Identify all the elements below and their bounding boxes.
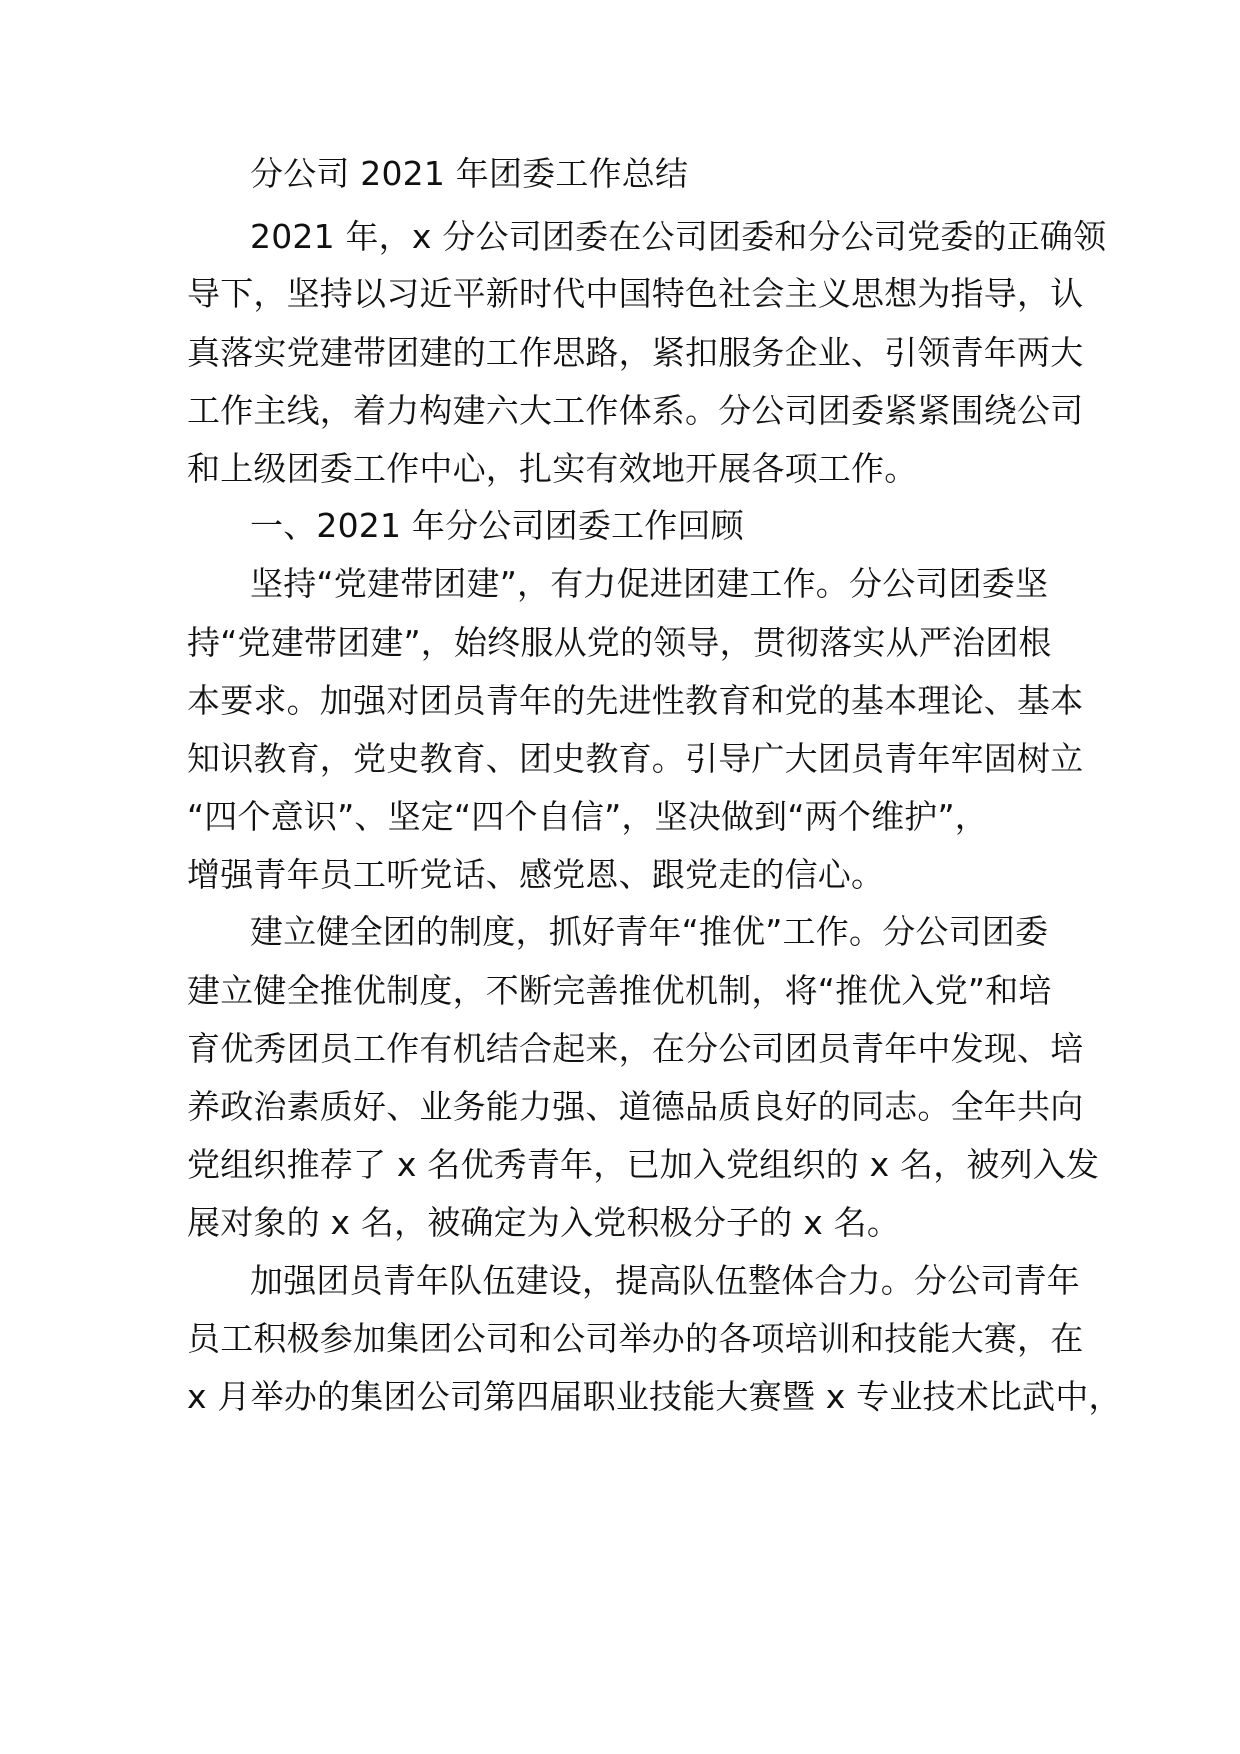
- paragraph-line: 本要求。加强对团员青年的先进性教育和党的基本理论、基本: [187, 681, 1084, 720]
- paragraph-line: 党组织推荐了 x 名优秀青年，已加入党组织的 x 名，被列入发: [187, 1145, 1100, 1184]
- section-heading: 一、2021 年分公司团委工作回顾: [250, 506, 744, 545]
- paragraph-line: 养政治素质好、业务能力强、道德品质良好的同志。全年共向: [187, 1087, 1084, 1126]
- paragraph-line: 建立健全推优制度，不断完善推优机制，将“推优入党”和培: [187, 971, 1052, 1010]
- paragraph-line: 真落实党建带团建的工作思路，紧扣服务企业、引领青年两大: [187, 333, 1084, 372]
- paragraph-line: 知识教育，党史教育、团史教育。引导广大团员青年牢固树立: [187, 739, 1084, 778]
- paragraph-line: 增强青年员工听党话、感党恩、跟党走的信心。: [187, 855, 885, 894]
- paragraph-line: 建立健全团的制度，抓好青年“推优”工作。分公司团委: [250, 912, 1049, 951]
- paragraph-line: 坚持“党建带团建”，有力促进团建工作。分公司团委坚: [250, 564, 1049, 603]
- paragraph-line: 和上级团委工作中心，扎实有效地开展各项工作。: [187, 449, 918, 488]
- paragraph-line: 2021 年，x 分公司团委在公司团委和分公司党委的正确领: [250, 217, 1107, 256]
- paragraph-line: 导下，坚持以习近平新时代中国特色社会主义思想为指导，认: [187, 274, 1084, 313]
- paragraph-line: 工作主线，着力构建六大工作体系。分公司团委紧紧围绕公司: [187, 391, 1084, 430]
- paragraph-line: 育优秀团员工作有机结合起来，在分公司团员青年中发现、培: [187, 1029, 1084, 1068]
- paragraph-line: 加强团员青年队伍建设，提高队伍整体合力。分公司青年: [250, 1261, 1080, 1300]
- paragraph-line: “四个意识”、坚定“四个自信”，坚决做到“两个维护”，: [187, 797, 988, 836]
- paragraph-line: x 月举办的集团公司第四届职业技能大赛暨 x 专业技术比武中，: [187, 1377, 1122, 1416]
- paragraph-line: 展对象的 x 名，被确定为入党积极分子的 x 名。: [187, 1203, 901, 1242]
- paragraph-line: 员工积极参加集团公司和公司举办的各项培训和技能大赛，在: [187, 1319, 1084, 1358]
- paragraph-line: 持“党建带团建”，始终服从党的领导，贯彻落实从严治团根: [187, 623, 1052, 662]
- document-title: 分公司 2021 年团委工作总结: [250, 154, 689, 193]
